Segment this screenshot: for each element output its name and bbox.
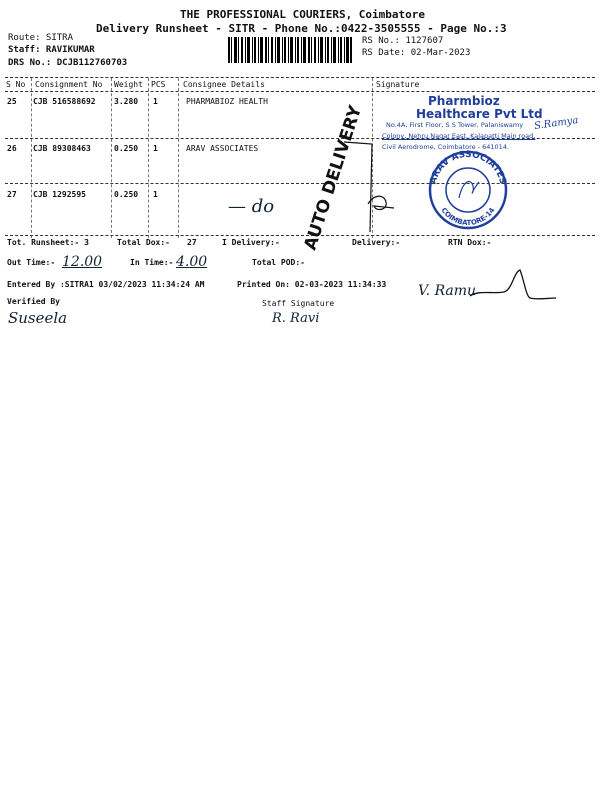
pen-bracket: [340, 140, 380, 235]
auto-delivery-stamp: AUTO DELIVERY: [300, 103, 367, 253]
table-cell-pcs: 1: [153, 190, 158, 199]
runsheet-title: Delivery Runsheet - SITR - Phone No.:0422-3505555 - Page No.:3: [96, 22, 507, 35]
header-signature: Signature: [376, 80, 420, 89]
in-time-label: In Time:-: [130, 258, 174, 267]
table-top-rule: [5, 77, 595, 78]
in-time-value: 4.00: [176, 254, 208, 270]
header-weight: Weight: [114, 80, 143, 89]
out-time-label: Out Time:-: [7, 258, 56, 267]
table-cell-consignment: CJB 89308463: [33, 144, 91, 153]
signature-ramya: S.Ramya: [533, 114, 580, 133]
company-title: THE PROFESSIONAL COURIERS, Coimbatore: [180, 8, 426, 21]
staff-signature-label: Staff Signature: [262, 299, 335, 308]
table-row: 26: [7, 144, 17, 153]
arav-circle-stamp: [423, 150, 513, 230]
col-sep: [111, 78, 112, 238]
stamp-address-3: Civil Aerodrome, Coimbatore - 641014.: [382, 143, 509, 151]
rtn-dox: RTN Dox:-: [448, 238, 492, 247]
table-cell-pcs: 1: [153, 144, 158, 153]
stamp-company-name: Pharmbioz: [428, 94, 500, 108]
col-sep: [148, 78, 149, 238]
drs-number: DRS No.: DCJB112760703: [8, 58, 128, 68]
table-bottom-rule: [5, 235, 595, 236]
entered-by: Entered By :SITRA1 03/02/2023 11:34:24 AM: [7, 280, 205, 289]
svg-text:COIMBATORE-14: [440, 206, 497, 227]
rs-date: RS Date: 02-Mar-2023: [362, 48, 471, 58]
stamp-company-name-2: Healthcare Pvt Ltd: [416, 107, 543, 121]
total-dox-label: Total Dox:-: [117, 238, 170, 247]
stamp-address-1: No.4A, First Floor, S S Tower, Palaniswamy: [386, 121, 524, 129]
table-cell-consignment: CJB 1292595: [33, 190, 86, 199]
table-row: 25: [7, 97, 17, 106]
header-consignment: Consignment No: [35, 80, 103, 89]
circle-stamp-bottom: COIMBATORE-14: [439, 206, 497, 228]
verified-signature: Suseela: [8, 309, 68, 327]
table-cell-weight: 0.250: [114, 190, 139, 199]
table-cell-weight: 0.250: [114, 144, 139, 153]
header-sno: S No: [6, 80, 26, 89]
out-time-value: 12.00: [62, 254, 103, 270]
table-cell-consignment: CJB 516588692: [33, 97, 96, 106]
manager-signature-flourish: [468, 266, 558, 306]
header-pcs: PCS: [151, 80, 166, 89]
total-runsheet: Tot. Runsheet:- 3: [7, 238, 89, 247]
col-sep: [178, 78, 179, 238]
table-cell-consignee: PHARMABIOZ HEALTH: [186, 97, 268, 106]
barcode: [228, 37, 352, 63]
table-cell-pcs: 1: [153, 97, 158, 106]
table-header-rule: [5, 91, 595, 92]
total-pod: Total POD:-: [252, 258, 305, 267]
manager-signature: V. Ramu: [418, 283, 477, 299]
scribble-mark: [366, 192, 396, 216]
rs-number: RS No.: 1127607: [362, 36, 444, 46]
circle-stamp-top: ARAV ASSOCIATES: [428, 150, 508, 186]
staff-signature: R. Ravi: [272, 311, 320, 326]
route-label: Route: SITRA: [8, 33, 74, 43]
table-cell-consignee: ARAV ASSOCIATES: [186, 144, 259, 153]
header-consignee: Consignee Details: [183, 80, 265, 89]
total-dox-value: 27: [187, 238, 197, 247]
stamp-address-2: Colony, Nehru Nagar East, Kalapatti Main road,: [382, 132, 536, 140]
table-cell-weight: 3.280: [114, 97, 139, 106]
delivery: Delivery:-: [352, 238, 401, 247]
printed-on: Printed On: 02-03-2023 11:34:33: [237, 280, 387, 289]
table-row: 27: [7, 190, 17, 199]
staff-label: Staff: RAVIKUMAR: [8, 45, 95, 55]
i-delivery: I Delivery:-: [222, 238, 280, 247]
col-sep: [31, 78, 32, 238]
ditto-mark: — do: [228, 196, 275, 217]
verified-by-label: Verified By: [7, 297, 60, 306]
